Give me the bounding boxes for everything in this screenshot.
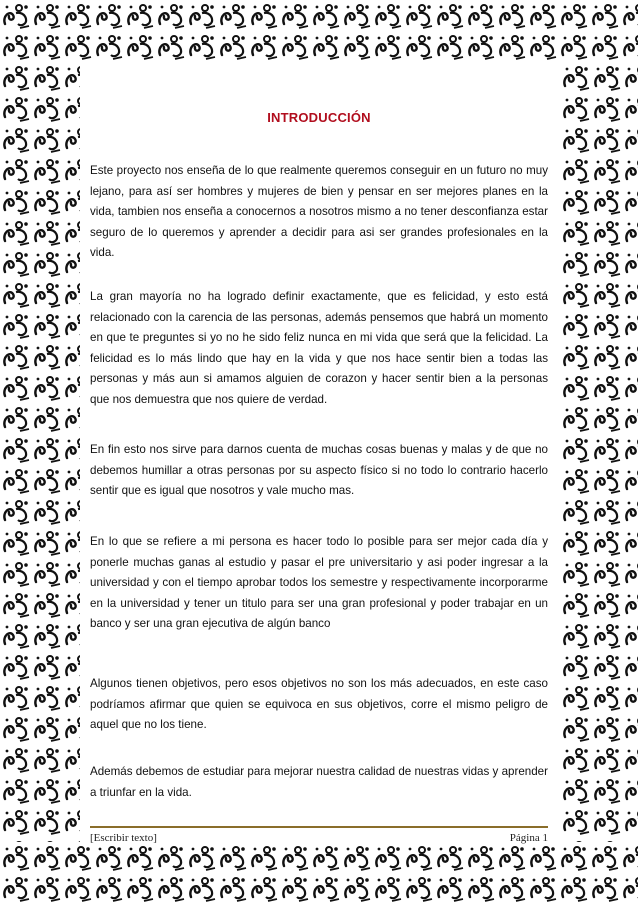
paragraph-1: Este proyecto nos enseña de lo que realmente queremos conseguir en un futuro no muy lejano, para así ser hombres y mujeres de bien y pensar en ser mejores planes en la vida, tambien nos enseña a conocernos a nosotros mismo a no tener desconfianza estar seguro de lo queremos y aprender a decidir para asi ser grandes profesionales en la vida.: [90, 164, 548, 260]
ornamental-border-top: [0, 0, 638, 62]
paragraph-2: La gran mayoría no ha logrado definir exactamente, que es felicidad, y esto está relacionado con la carencia de las personas, además pensemos que habrá un momento en que te preguntes si yo no he sido feliz nunca en mi vida que será que la felicidad. La felicidad es lo más lindo que hay en la vida y que nos hace sentir bien a todas las personas y más aun si amamos alguien de corazon y hacer sentir bien a la personas que nos demuestra que nos quiere de verdad.: [90, 290, 548, 406]
footer-placeholder-text[interactable]: [Escribir texto]: [90, 832, 157, 844]
page-footer: [90, 826, 548, 848]
page-number: Página 1: [509, 832, 548, 844]
ornamental-border-bottom: [0, 842, 638, 903]
floral-ornament-icon: [0, 62, 80, 842]
page-title: INTRODUCCIÓN: [267, 110, 371, 125]
floral-ornament-icon: [0, 0, 638, 62]
paragraph-4: En lo que se refiere a mi persona es hacer todo lo posible para ser mejor cada día y ponerle muchas ganas al estudio y pasar el pre universitario y asi poder ingresar a la universidad y con el tiempo aprobar todos los semestre y respectivamente incorporarme en la universidad y tener un titulo para ser una gran profesional y poder trabajar en un banco y ser una gran ejecutiva de algún banco: [90, 535, 548, 631]
ornamental-border-right: [560, 62, 638, 842]
paragraph-5: Algunos tienen objetivos, pero esos objetivos no son los más adecuados, en este caso podríamos afirmar que quien se equivoca en sus objetivos, corre el mismo peligro de aquel que no los tiene.: [90, 677, 548, 732]
floral-ornament-icon: [0, 842, 638, 903]
floral-ornament-icon: [560, 62, 638, 842]
paragraph-3: En fin esto nos sirve para darnos cuenta de muchas cosas buenas y malas y de que no debemos humillar a otras personas por su aspecto físico si no todo lo contrario hacerlo sentir que es igual que nosotros y vale mucho mas.: [90, 443, 548, 498]
ornamental-border-left: [0, 62, 80, 842]
paragraph-6: Además debemos de estudiar para mejorar nuestra calidad de nuestras vidas y aprender a triunfar en la vida.: [90, 765, 548, 799]
